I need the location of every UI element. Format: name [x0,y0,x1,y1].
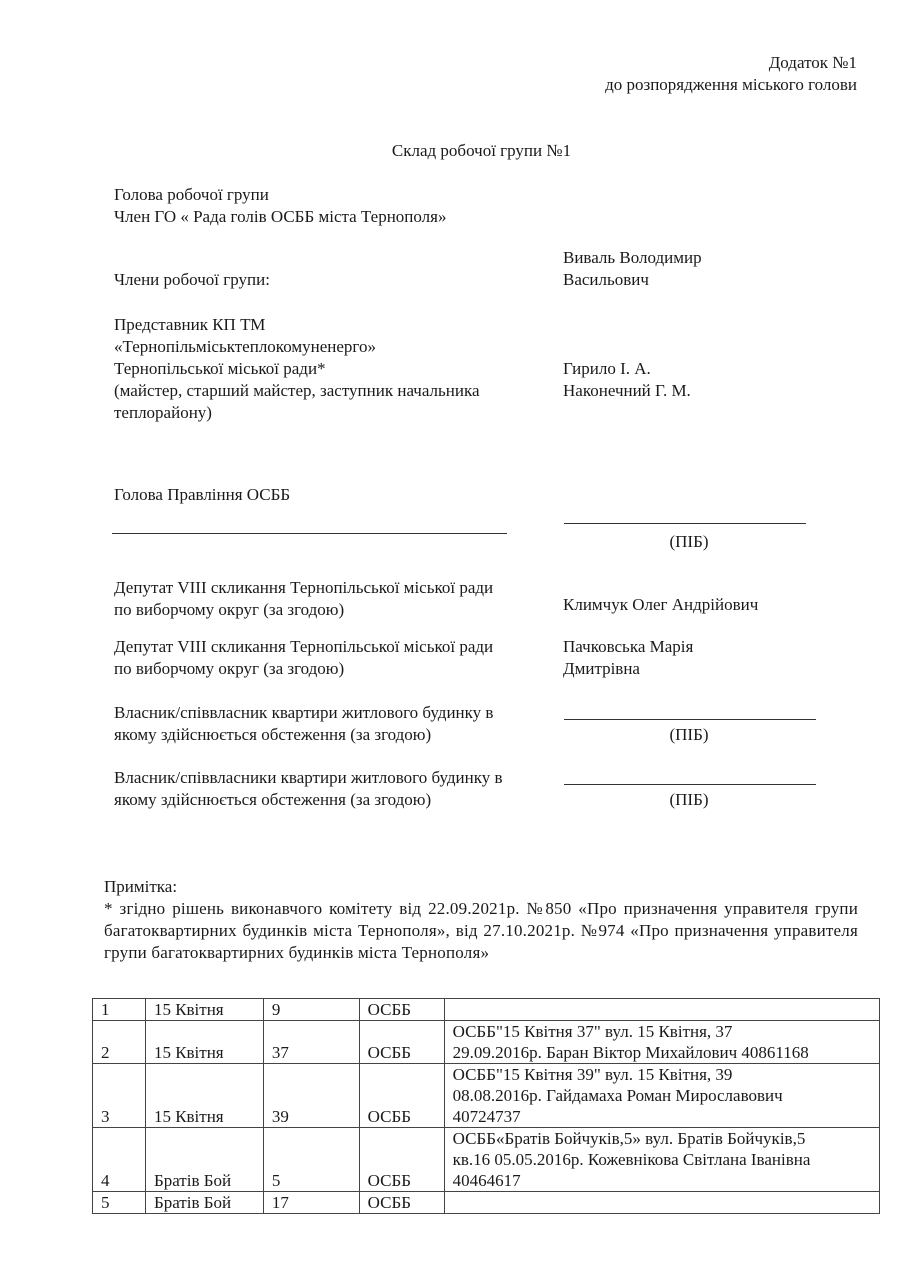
organization-type-cell: ОСББ [359,1064,444,1128]
house-number-cell: 9 [263,999,359,1021]
representative-line: Представник КП ТМ [114,315,266,334]
owner-role-line2: якому здійснюється обстеження (за згодою) [114,790,432,809]
details-line: ОСББ"15 Квітня 37" вул. 15 Квітня, 37 [452,1022,733,1041]
details-cell [444,1128,879,1192]
osbb-head-pib-caption: (ПІБ) [669,532,709,551]
details-cell [444,1064,879,1128]
details-line: кв.16 05.05.2016р. Кожевнікова Світлана Іванівна [452,1150,811,1169]
note-text: * згідно рішень виконавчого комітету від 22.09.2021р. №850 «Про призначення управителя групи багатоквартирних будинків міста Тернополя», від 27.10.2021р. №974 «Про призначення управителя групи багатоквартирних будинків міста Тернополя» [104,899,858,962]
deputy-role-line2: по виборчому округ (за згодою) [114,600,345,619]
table-row [93,1021,880,1064]
owner-name-line [564,719,816,720]
row-number-cell: 4 [93,1128,146,1192]
buildings-table [92,998,880,1214]
representative-line: «Тернопільміськтеплокомуненерго» [114,337,376,356]
organization-type-cell: ОСББ [359,999,444,1021]
house-number-cell: 17 [263,1192,359,1214]
members-label: Члени робочої групи: [114,270,270,289]
details-line: 40464617 [452,1171,521,1190]
osbb-head-name-line [564,523,806,524]
details-line: ОСББ«Братів Бойчуків,5» вул. Братів Бойчуків,5 [452,1129,806,1148]
street-name-cell: 15 Квітня [145,999,263,1021]
head-of-group-role: Член ГО « Рада голів ОСББ міста Тернополя» [114,207,447,226]
deputy-name-line1: Пачковська Марія [563,637,694,656]
table-row [93,999,880,1021]
head-of-group-name-line2: Васильович [563,270,649,289]
annex-order-reference: до розпорядження міського голови [605,75,857,94]
row-number-cell: 5 [93,1192,146,1214]
row-number-cell: 2 [93,1021,146,1064]
row-number-cell: 1 [93,999,146,1021]
representative-line: Тернопільської міської ради* [114,359,326,378]
street-name-cell: Братів Бой [145,1192,263,1214]
representative-name: Наконечний Г. М. [563,381,691,400]
street-name-cell: 15 Квітня [145,1064,263,1128]
deputy-name: Климчук Олег Андрійович [563,595,759,614]
osbb-head-label: Голова Правління ОСББ [114,485,291,504]
deputy-role-line1: Депутат VIII скликання Тернопільської міської ради [114,578,494,597]
house-number-cell: 37 [263,1021,359,1064]
deputy-role-line1: Депутат VIII скликання Тернопільської міської ради [114,637,494,656]
owner-pib-caption: (ПІБ) [669,725,709,744]
details-line: ОСББ"15 Квітня 39" вул. 15 Квітня, 39 [452,1065,733,1084]
osbb-head-signature-line [112,533,507,534]
representative-line: (майстер, старший майстер, заступник начальника [114,381,480,400]
owner-name-line [564,784,816,785]
details-cell [444,1192,879,1214]
street-name-cell: 15 Квітня [145,1021,263,1064]
annex-label: Додаток №1 [768,53,857,72]
details-cell [444,999,879,1021]
house-number-cell: 39 [263,1064,359,1128]
owner-pib-caption: (ПІБ) [669,790,709,809]
owner-role-line1: Власник/співвласник квартири житлового будинку в [114,703,494,722]
details-line: 08.08.2016р. Гайдамаха Роман Мирославович [452,1086,783,1105]
deputy-role-line2: по виборчому округ (за згодою) [114,659,345,678]
owner-role-line1: Власник/співвласники квартири житлового будинку в [114,768,503,787]
row-number-cell: 3 [93,1064,146,1128]
organization-type-cell: ОСББ [359,1192,444,1214]
representative-line: теплорайону) [114,403,212,422]
details-cell [444,1021,879,1064]
representative-name: Гирило І. А. [563,359,651,378]
organization-type-cell: ОСББ [359,1021,444,1064]
street-name-cell: Братів Бой [145,1128,263,1192]
details-line: 40724737 [452,1107,521,1126]
head-of-group-name-line1: Виваль Володимир [563,248,702,267]
page-title: Склад робочої групи №1 [391,141,572,160]
details-line: 29.09.2016р. Баран Віктор Михайлович 40861168 [452,1043,809,1062]
head-of-group-label: Голова робочої групи [114,185,269,204]
deputy-name-line2: Дмитрівна [563,659,640,678]
table-row [93,1128,880,1192]
owner-role-line2: якому здійснюється обстеження (за згодою) [114,725,432,744]
note-label: Примітка: [104,877,178,896]
table-row [93,1064,880,1128]
table-row [93,1192,880,1214]
organization-type-cell: ОСББ [359,1128,444,1192]
house-number-cell: 5 [263,1128,359,1192]
